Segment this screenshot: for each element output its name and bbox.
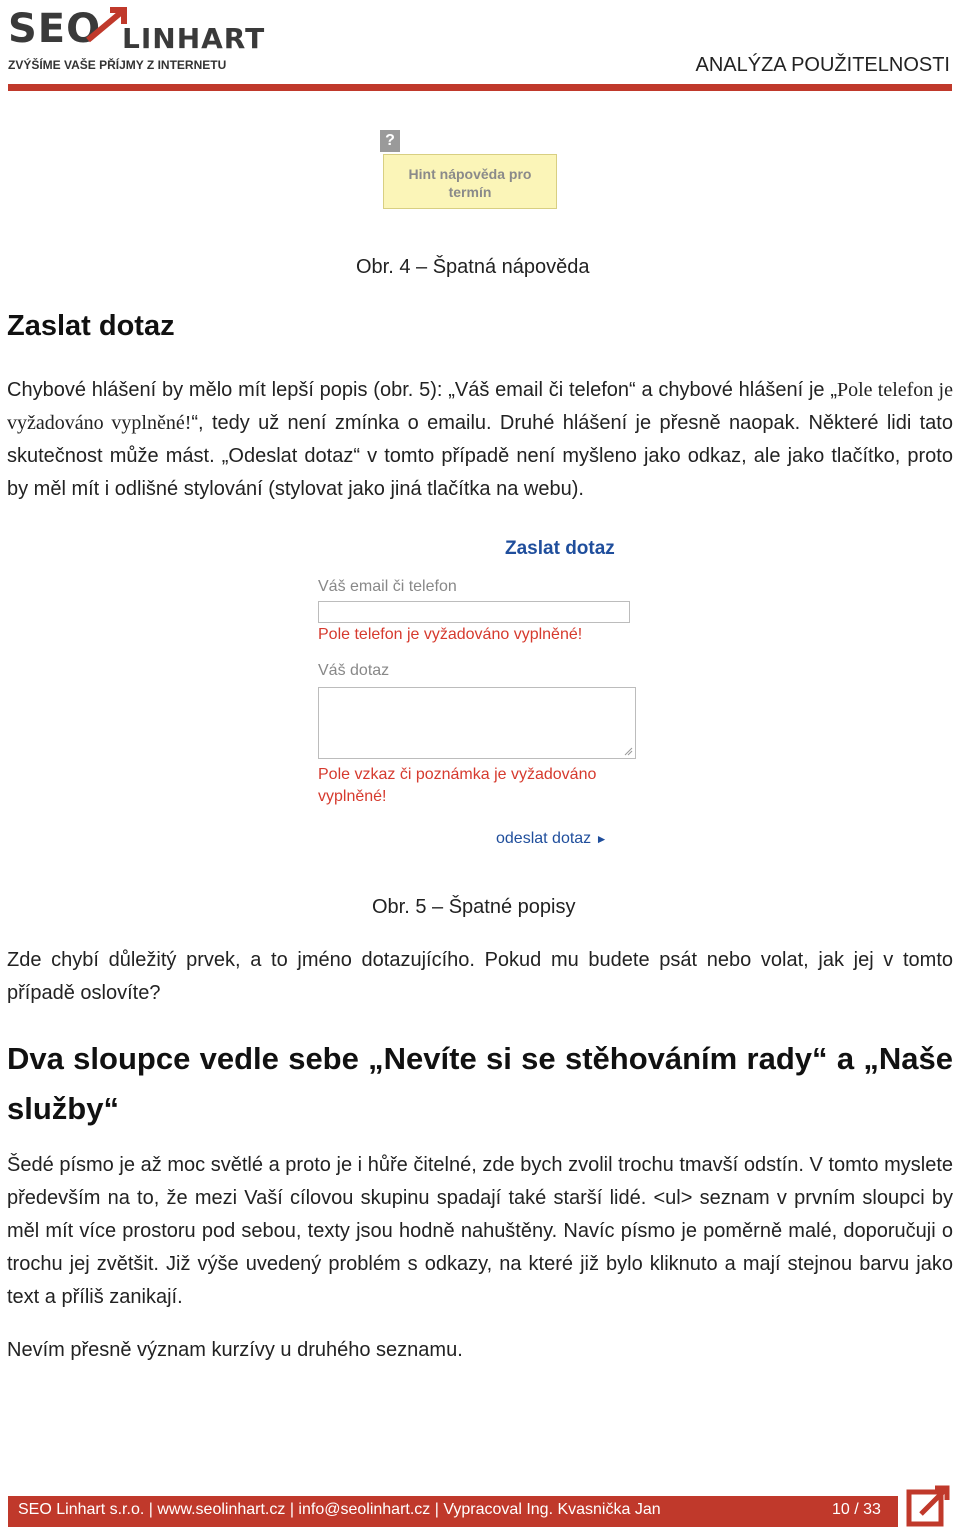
logo-arrow-icon — [84, 4, 130, 44]
paragraph-text: “, tedy už není zmínka o emailu. Druhé hlášení je přesně naopak. Některé lidi tato skutečnost může mást. „Odeslat dotaz“ v tomto případě není myšleno jako odkaz, ale jako tlačítko, proto by měl mít i odlišné stylování (stylovat jako jiná tlačítka na webu). — [7, 412, 953, 500]
section-heading-zaslat-dotaz: Zaslat dotaz — [7, 310, 175, 342]
header-rule — [8, 84, 952, 91]
resize-grip-icon[interactable] — [623, 746, 633, 756]
question-error-line-2: vyplněné! — [318, 788, 387, 805]
hint-line-2: termín — [448, 184, 492, 200]
figure-4-caption: Obr. 4 – Špatná nápověda — [356, 256, 590, 278]
logo-tagline: ZVÝŠÍME VAŠE PŘÍJMY Z INTERNETU — [8, 58, 227, 72]
submit-link[interactable] — [496, 830, 608, 848]
email-field[interactable] — [318, 601, 630, 623]
form-title: Zaslat dotaz — [505, 538, 615, 559]
edit-logo-icon — [905, 1482, 953, 1530]
question-textarea[interactable] — [318, 687, 636, 759]
footer-text: SEO Linhart s.r.o. | www.seolinhart.cz | info@seolinhart.cz | Vypracoval Ing. Kvasnička Jan — [18, 1501, 661, 1518]
question-error — [318, 764, 596, 808]
question-mark-icon: ? — [380, 130, 400, 152]
section-2-paragraph-2: Nevím přesně význam kurzívy u druhého seznamu. — [7, 1339, 463, 1361]
logo-seo: SEO — [8, 6, 102, 52]
email-error: Pole telefon je vyžadováno vyplněné! — [318, 626, 583, 643]
email-label: Váš email či telefon — [318, 578, 457, 595]
section-heading-two-columns: Dva sloupce vedle sebe „Nevíte si se stěhováním rady“ a „Naše služby“ — [7, 1041, 953, 1126]
figure-5-caption: Obr. 5 – Špatné popisy — [372, 896, 576, 918]
page-number: 10 / 33 — [832, 1501, 881, 1518]
missing-name-paragraph: Zde chybí důležitý prvek, a to jméno dotazujícího. Pokud mu budete psát nebo volat, jak jej v tomto případě oslovíte? — [7, 949, 953, 1004]
hint-tooltip — [383, 154, 557, 209]
quoted-error-text: Pole telefon je vyžadováno vyplněné! — [7, 379, 953, 434]
hint-line-1: Hint nápověda pro — [408, 166, 532, 182]
paragraph-text: Chybové hlášení by mělo mít lepší popis (obr. 5): „Váš email či telefon“ a chybové hlášení je „ — [7, 379, 837, 401]
submit-label[interactable]: odeslat dotaz — [496, 830, 592, 847]
question-label: Váš dotaz — [318, 662, 390, 679]
section-1-paragraph — [7, 374, 953, 506]
question-error-line-1: Pole vzkaz či poznámka je vyžadováno — [318, 766, 597, 783]
document-title: ANALÝZA POUŽITELNOSTI — [695, 54, 950, 76]
triangle-right-icon: ► — [595, 832, 608, 846]
logo-linhart: LINHART — [122, 22, 266, 55]
section-2-paragraph-1: Šedé písmo je až moc světlé a proto je i hůře čitelné, zde bych zvolil trochu tmavší odstín. V tomto myslete především na to, že mezi Vaší cílovou skupinu spadají také starší lidé. <ul> seznam v prvním sloupci by měl mít více prostoru pod sebou, texty jsou hodně nahuštěny. Navíc písmo je poměrně malé, doporučuji o trochu jej zvětšit. Již výše uvedený problém s odkazy, na které již bylo kliknuto a mají stejnou barvu jako text a příliš zanikají. — [7, 1154, 953, 1308]
